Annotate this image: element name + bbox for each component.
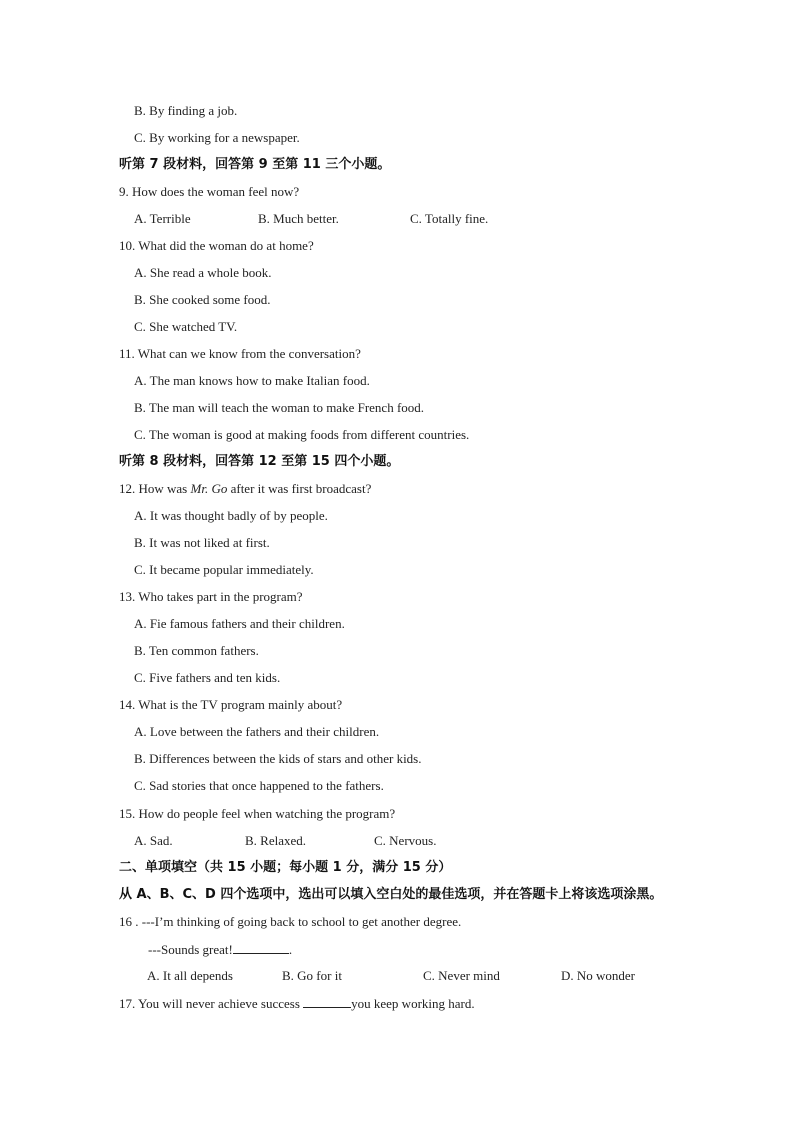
section-heading-7: 听第 7 段材料，回答第 9 至第 11 三个小题。 <box>119 157 391 172</box>
q8-option-b: B. By finding a job. <box>134 103 238 118</box>
question-15-options <box>134 833 436 849</box>
q15-option-b: B. Relaxed. <box>245 833 307 848</box>
q12-program-title: Mr. Go <box>190 481 228 496</box>
q12-text-start: 12. How was <box>119 481 191 496</box>
question-16-options <box>147 968 635 984</box>
q14-option-a: A. Love between the fathers and their children. <box>134 724 380 739</box>
question-15: 15. How do people feel when watching the program? <box>119 806 396 821</box>
q8-option-c: C. By working for a newspaper. <box>134 130 300 145</box>
q9-option-b: B. Much better. <box>258 211 339 226</box>
q14-option-c: C. Sad stories that once happened to the fathers. <box>134 778 384 793</box>
q16-reply-text: ---Sounds great! <box>148 942 233 957</box>
q12-option-a: A. It was thought badly of by people. <box>134 508 328 523</box>
q12-text-end: after it was first broadcast? <box>227 481 372 496</box>
q13-option-b: B. Ten common fathers. <box>134 643 259 658</box>
q16-reply <box>148 941 292 958</box>
q16-option-b: B. Go for it <box>282 968 342 983</box>
q11-option-a: A. The man knows how to make Italian food. <box>134 373 370 388</box>
q13-option-c: C. Five fathers and ten kids. <box>134 670 281 685</box>
q10-option-a: A. She read a whole book. <box>134 265 272 280</box>
q9-option-c: C. Totally fine. <box>410 211 489 226</box>
q11-option-b: B. The man will teach the woman to make French food. <box>134 400 425 415</box>
question-17 <box>119 995 475 1012</box>
q10-option-c: C. She watched TV. <box>134 319 238 334</box>
q11-option-c: C. The woman is good at making foods from different countries. <box>134 427 470 442</box>
q10-option-b: B. She cooked some food. <box>134 292 271 307</box>
question-14: 14. What is the TV program mainly about? <box>119 697 343 712</box>
question-10: 10. What did the woman do at home? <box>119 238 314 253</box>
q9-option-a: A. Terrible <box>134 211 191 226</box>
q12-option-c: C. It became popular immediately. <box>134 562 314 577</box>
q12-option-b: B. It was not liked at first. <box>134 535 270 550</box>
question-11: 11. What can we know from the conversation? <box>119 346 361 361</box>
q16-option-c: C. Never mind <box>423 968 500 983</box>
question-16: 16 . ---I’m thinking of going back to school to get another degree. <box>119 914 462 929</box>
q17-answer-blank <box>303 995 351 1008</box>
question-9: 9. How does the woman feel now? <box>119 184 300 199</box>
q16-option-d: D. No wonder <box>561 968 636 983</box>
q15-option-a: A. Sad. <box>134 833 173 848</box>
question-12 <box>119 481 371 497</box>
q14-option-b: B. Differences between the kids of stars and other kids. <box>134 751 422 766</box>
question-9-options <box>134 211 488 227</box>
section-2-instructions: 从 A、B、C、D 四个选项中，选出可以填入空白处的最佳选项，并在答题卡上将该选项涂黑。 <box>119 887 663 902</box>
q16-answer-blank <box>233 941 289 954</box>
section-heading-8: 听第 8 段材料，回答第 12 至第 15 四个小题。 <box>119 454 400 469</box>
q13-option-a: A. Fie famous fathers and their children. <box>134 616 345 631</box>
q17-text-start: 17. You will never achieve success <box>119 996 304 1011</box>
section-2-heading: 二、单项填空（共 15 小题；每小题 1 分，满分 15 分） <box>119 860 452 875</box>
question-13: 13. Who takes part in the program? <box>119 589 303 604</box>
q17-text-end: you keep working hard. <box>351 996 475 1011</box>
q16-option-a: A. It all depends <box>147 968 233 983</box>
q16-reply-period: . <box>288 942 293 957</box>
q15-option-c: C. Nervous. <box>374 833 437 848</box>
